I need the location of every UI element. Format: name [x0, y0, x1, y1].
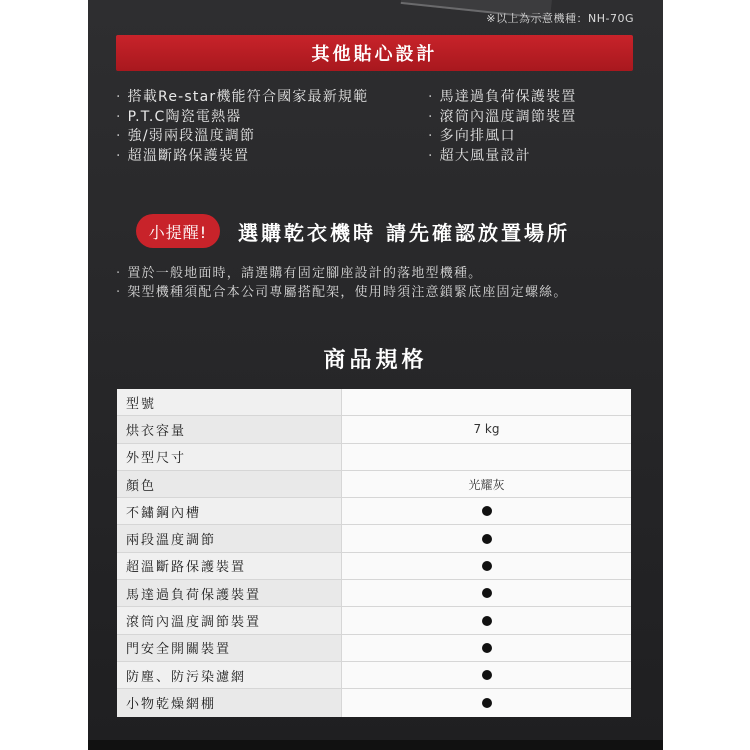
spec-label: 型號 — [117, 389, 342, 415]
feature-item: · 超溫斷路保護裝置 — [116, 147, 368, 167]
feature-item: · 搭載Re-star機能符合國家最新規範 — [116, 88, 368, 108]
spec-value: 7 kg — [342, 416, 631, 442]
included-dot-icon — [482, 561, 492, 571]
spec-row — [117, 525, 631, 552]
spec-row — [117, 471, 631, 498]
included-dot-icon — [482, 506, 492, 516]
features-list-left — [116, 88, 368, 166]
spec-label: 滾筒內溫度調節裝置 — [117, 607, 342, 633]
feature-item: · 強/弱兩段溫度調節 — [116, 127, 368, 147]
tip-title: 選購乾衣機時 請先確認放置場所 — [238, 221, 570, 245]
spec-value: 光耀灰 — [342, 471, 631, 497]
spec-label: 不鏽鋼內槽 — [117, 498, 342, 524]
feature-item: · 超大風量設計 — [428, 147, 576, 167]
spec-row — [117, 389, 631, 416]
spec-value — [342, 662, 631, 688]
spec-label: 外型尺寸 — [117, 444, 342, 470]
spec-value — [342, 498, 631, 524]
spec-label: 防塵、防污染濾網 — [117, 662, 342, 688]
tip-notes — [116, 264, 568, 302]
spec-value — [342, 389, 631, 415]
bottom-bar — [88, 740, 663, 750]
spec-value — [342, 689, 631, 716]
spec-row — [117, 607, 631, 634]
included-dot-icon — [482, 643, 492, 653]
spec-label: 小物乾燥網棚 — [117, 689, 342, 716]
spec-row — [117, 416, 631, 443]
features-banner: 其他貼心設計 — [116, 35, 633, 71]
spec-value — [342, 607, 631, 633]
spec-label: 兩段溫度調節 — [117, 525, 342, 551]
feature-item: · 多向排風口 — [428, 127, 576, 147]
spec-label: 烘衣容量 — [117, 416, 342, 442]
model-note: ※以上為示意機種：NH-70G — [486, 12, 634, 25]
feature-item: · P.T.C陶瓷電熱器 — [116, 108, 368, 128]
spec-row — [117, 553, 631, 580]
spec-heading: 商品規格 — [323, 348, 428, 373]
spec-table — [117, 389, 631, 717]
included-dot-icon — [482, 616, 492, 626]
spec-value — [342, 553, 631, 579]
spec-value — [342, 580, 631, 606]
tip-badge: 小提醒! — [136, 214, 220, 248]
feature-item: · 滾筒內溫度調節裝置 — [428, 108, 576, 128]
spec-label: 顏色 — [117, 471, 342, 497]
included-dot-icon — [482, 670, 492, 680]
product-detail-panel — [88, 0, 663, 740]
spec-value — [342, 444, 631, 470]
spec-label: 門安全開關裝置 — [117, 635, 342, 661]
spec-value — [342, 525, 631, 551]
spec-row — [117, 580, 631, 607]
spec-row — [117, 635, 631, 662]
spec-label: 超溫斷路保護裝置 — [117, 553, 342, 579]
tip-note: · 置於一般地面時，請選購有固定腳座設計的落地型機種。 — [116, 264, 568, 283]
spec-row — [117, 689, 631, 716]
spec-label: 馬達過負荷保護裝置 — [117, 580, 342, 606]
included-dot-icon — [482, 588, 492, 598]
included-dot-icon — [482, 534, 492, 544]
feature-item: · 馬達過負荷保護裝置 — [428, 88, 576, 108]
included-dot-icon — [482, 698, 492, 708]
tip-note: · 架型機種須配合本公司專屬搭配架，使用時須注意鎖緊底座固定螺絲。 — [116, 283, 568, 302]
spec-row — [117, 662, 631, 689]
features-list-right — [428, 88, 576, 166]
spec-value — [342, 635, 631, 661]
spec-row — [117, 498, 631, 525]
spec-row — [117, 444, 631, 471]
